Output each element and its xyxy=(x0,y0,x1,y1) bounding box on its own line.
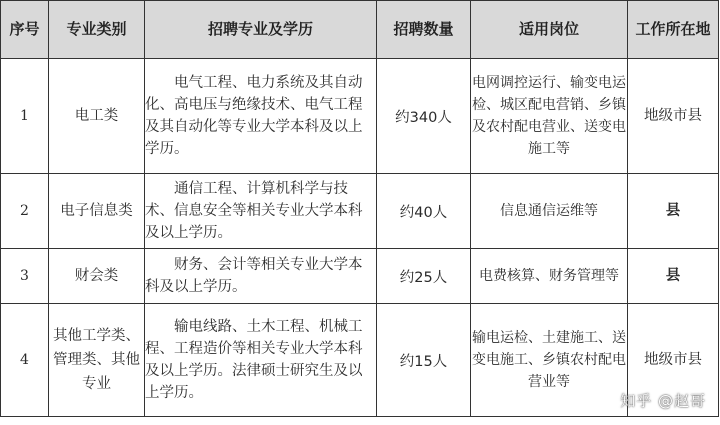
header-no: 序号 xyxy=(1,1,49,59)
row-number: 1 xyxy=(1,59,49,174)
table-row xyxy=(1,249,719,304)
row-category: 电工类 xyxy=(49,59,145,174)
header-count: 招聘数量 xyxy=(377,1,471,59)
header-location: 工作所在地 xyxy=(628,1,719,59)
header-category: 专业类别 xyxy=(49,1,145,59)
row-major: 通信工程、计算机科学与技术、信息安全等相关专业大学本科及以上学历。 xyxy=(145,174,377,249)
header-post: 适用岗位 xyxy=(471,1,628,59)
row-category: 电子信息类 xyxy=(49,174,145,249)
row-location: 地级市县 xyxy=(628,304,719,417)
row-number: 2 xyxy=(1,174,49,249)
row-post: 输电运检、土建施工、送变电施工、乡镇农村配电营业等 xyxy=(471,304,628,417)
row-major: 输电线路、土木工程、机械工程、工程造价等相关专业大学本科及以上学历。法律硕士研究生及以上学历。 xyxy=(145,304,377,417)
row-location: 县 xyxy=(628,249,719,304)
row-location: 县 xyxy=(628,174,719,249)
row-location: 地级市县 xyxy=(628,59,719,174)
zhihu-watermark: 知乎 @赵哥 xyxy=(620,392,706,410)
header-row xyxy=(1,1,719,59)
header-major: 招聘专业及学历 xyxy=(145,1,377,59)
row-post: 电网调控运行、输变电运检、城区配电营销、乡镇及农村配电营业、送变电施工等 xyxy=(471,59,628,174)
table-row xyxy=(1,59,719,174)
table-row xyxy=(1,174,719,249)
row-count: 约25人 xyxy=(377,249,471,304)
row-count: 约15人 xyxy=(377,304,471,417)
row-category: 其他工学类、管理类、其他专业 xyxy=(49,304,145,417)
row-count: 约340人 xyxy=(377,59,471,174)
row-category: 财会类 xyxy=(49,249,145,304)
row-number: 4 xyxy=(1,304,49,417)
row-count: 约40人 xyxy=(377,174,471,249)
row-number: 3 xyxy=(1,249,49,304)
row-major: 财务、会计等相关专业大学本科及以上学历。 xyxy=(145,249,377,304)
row-major: 电气工程、电力系统及其自动化、高电压与绝缘技术、电气工程及其自动化等专业大学本科及以上学历。 xyxy=(145,59,377,174)
table-row xyxy=(1,304,719,417)
row-post: 信息通信运维等 xyxy=(471,174,628,249)
row-post: 电费核算、财务管理等 xyxy=(471,249,628,304)
